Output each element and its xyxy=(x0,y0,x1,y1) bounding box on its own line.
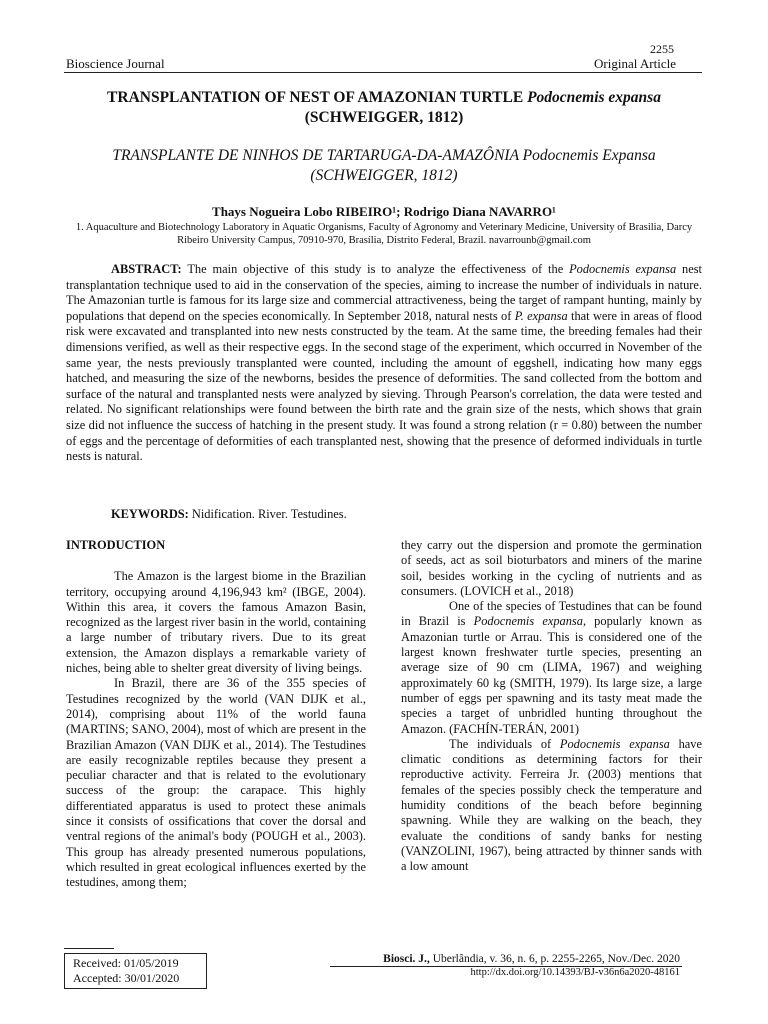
abstract-text-2: nest transplantation technique used to aid in the conservation of the species, aiming to increase the number of individuals in nature. The Amazonian turtle is famous for its large size and commercial attractiveness, being the target of rampant hunting, mainly by populations that depend on the species economically. In September 2018, natural nests of xyxy=(66,262,702,323)
left-column xyxy=(66,538,366,891)
keywords-text: Nidification. River. Testudines. xyxy=(191,507,347,521)
title-portuguese xyxy=(64,146,704,186)
title-pt-main: TRANSPLANTE DE NINHOS DE TARTARUGA-DA-AMAZÔNIA xyxy=(112,147,519,164)
keywords-label: KEYWORDS: xyxy=(111,507,189,521)
right-paragraph-1: they carry out the dispersion and promote the germination of seeds, act as soil bioturbators and miners of the marine soil, besides working in the cycling of nutrients and as consumers. (LOVICH et al., 2018) xyxy=(401,538,702,598)
right-p2-text-a: One of the species of Testudines that can be found in Brazil is xyxy=(401,599,702,629)
page-number: 2255 xyxy=(650,42,674,56)
abstract-species-2: P. expansa xyxy=(514,308,568,323)
title-en-main: TRANSPLANTATION OF NEST OF AMAZONIAN TURTLE xyxy=(107,89,524,106)
title-pt-species: Podocnemis Expansa xyxy=(522,147,656,164)
header-divider xyxy=(64,72,702,73)
affiliation: 1. Aquaculture and Biotechnology Laboratory in Aquatic Organisms, Faculty of Agronomy and Veterinary Medicine, University of Brasilia, Darcy Ribeiro University Campus, 70910-970, Brasília, Distrito Federal, Brazil. navarrounb@gmail.com xyxy=(75,222,693,246)
right-column xyxy=(401,538,702,875)
introduction-heading: INTRODUCTION xyxy=(66,538,166,552)
title-pt-tail: (SCHWEIGGER, 1812) xyxy=(310,167,458,184)
right-p2-species: Podocnemis expansa xyxy=(473,614,583,629)
citation-journal: Biosci. J., xyxy=(383,953,430,965)
left-paragraph-1: The Amazon is the largest biome in the Brazilian territory, occupying around 4,196,943 km² (IBGE, 2004). Within this area, it covers the famous Amazon Basin, recognized as the largest river basin in the world, containing a large number of tributary rivers. Due to its great extension, the Amazon displays a remarkable variety of niches, being able to shelter great diversity of living beings. xyxy=(66,569,366,676)
right-p3-text-b: have climatic conditions as determining factors for their reproductive activity. Ferreira Jr. (2003) mentions that females of the species possibly check the temperature and humidity conditions of the beach before beginning spawning. While they are walking on the beach, they evaluate the conditions of sandy banks for nesting (VANZOLINI, 1967), being attracted by thinner sands with a low amount xyxy=(401,736,702,874)
authors: Thays Nogueira Lobo RIBEIRO¹; Rodrigo Diana NAVARRO¹ xyxy=(212,204,556,219)
title-en-tail: (SCHWEIGGER, 1812) xyxy=(304,109,464,126)
doi-link[interactable]: http://dx.doi.org/10.14393/BJ-v36n6a2020-48161 xyxy=(470,967,680,978)
right-paragraph-3 xyxy=(401,737,702,875)
journal-name: Bioscience Journal xyxy=(66,56,165,71)
article-type: Original Article xyxy=(594,56,676,71)
abstract-label: ABSTRACT: xyxy=(111,262,182,276)
title-en-species: Podocnemis expansa xyxy=(527,89,661,106)
citation-details: Uberlândia, v. 36, n. 6, p. 2255-2265, Nov./Dec. 2020 xyxy=(432,953,680,965)
right-p2-text-b: , popularly known as Amazonian turtle or Arrau. This is considered one of the largest known freshwater turtle species, presenting an average size of 90 cm (LIMA, 1967) and weighing approximately 60 kg (SMITH, 1979). Its large size, a large number of eggs per spawning and its tasty meat made the species a target of unbridled hunting throughout the Amazon. (FACHÍN-TERÁN, 2001) xyxy=(401,614,703,736)
keywords xyxy=(66,507,702,522)
citation xyxy=(383,953,680,965)
dates-box xyxy=(64,953,207,989)
abstract-text-3: that were in areas of flood risk were excavated and transplanted into new nests constructed by the team. At the same time, the breeding females had their dimensions verified, as well as their respective eggs. In the second stage of the experiment, which occurred in November of the same year, the nests previously transplanted were counted, including the amount of eggshell, indicating how many eggs hatched, and measuring the size of the newborns, besides the presence of deformities. The sand collected from the bottom and surface of the natural and transplanted nests were analyzed by sieving. Through Pearson's correlation, the data were tested and related. No significant relationships were found between the birth rate and the grain size of the nests, which shows that grain size did not influence the success of hatching in the present study. It was found a strong relation (r = 0.80) between the number of eggs and the percentage of deformities of each transplanted nest, showing that the presence of deformed individuals in turtle nests is natural. xyxy=(66,308,702,464)
abstract-text-1: The main objective of this study is to analyze the effectiveness of the xyxy=(187,262,564,276)
right-p3-text-a: The individuals of xyxy=(449,736,552,751)
accepted-date: Accepted: 30/01/2020 xyxy=(73,971,180,985)
right-p3-species: Podocnemis expansa xyxy=(559,736,670,751)
right-paragraph-2 xyxy=(401,599,702,737)
received-date: Received: 01/05/2019 xyxy=(73,956,179,970)
abstract xyxy=(66,262,702,465)
footer-divider-left xyxy=(64,948,114,949)
title-english xyxy=(64,88,704,128)
left-paragraph-2: In Brazil, there are 36 of the 355 species of Testudines recognized by the world (VAN DIJK et al., 2014), comprising about 11% of the world fauna (MARTINS; SANO, 2004), most of which are present in the Brazilian Amazon (VAN DIJK et al., 2014). The Testudines are easily recognizable reptiles because they present a peculiar character and that is related to the evolutionary success of the group: the carapace. This highly differentiated apparatus is used to protect these animals since it consists of ossifications that cover the dorsal and ventral regions of the animal's body (POUGH et al., 2003). This group has already presented numerous populations, which resulted in great ecological influences exerted by the testudines, among them; xyxy=(66,676,366,890)
abstract-species-1: Podocnemis expansa xyxy=(569,262,677,276)
